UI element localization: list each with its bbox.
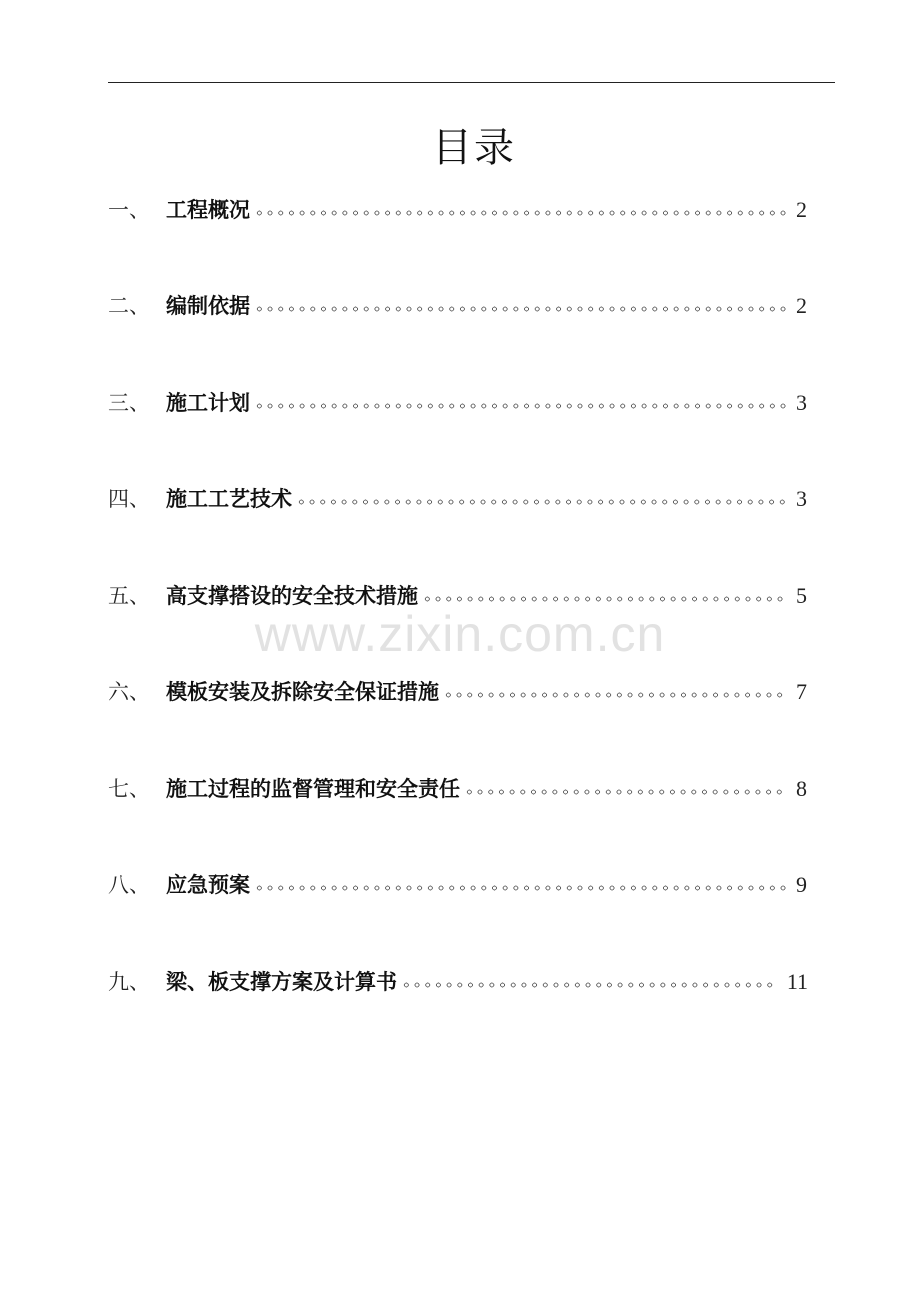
toc-entry-title: 施工计划: [166, 391, 250, 415]
dot-leader: [254, 883, 786, 893]
toc-entry[interactable]: [108, 869, 808, 901]
toc-entry-number: 八、: [108, 873, 150, 897]
toc-entry[interactable]: [108, 483, 808, 515]
toc-entry-title: 应急预案: [166, 873, 250, 897]
dot-leader: [296, 497, 786, 507]
toc-entry[interactable]: [108, 290, 808, 322]
toc-entry-page: 2: [796, 197, 807, 222]
dot-leader: [422, 594, 786, 604]
toc-entry-page: 2: [796, 293, 807, 318]
dot-leader: [401, 980, 777, 990]
toc-entry-page: 5: [796, 583, 807, 608]
toc-title: 目录: [432, 125, 516, 171]
watermark: www.zixin.com.cn: [254, 606, 666, 662]
toc-entry[interactable]: [108, 773, 808, 805]
toc-entry[interactable]: [108, 966, 808, 998]
dot-leader: [443, 690, 786, 700]
toc-entry-number: 六、: [108, 680, 150, 704]
toc-entry-page: 8: [796, 776, 807, 801]
toc-entry-number: 二、: [108, 294, 150, 318]
toc-entry[interactable]: [108, 676, 808, 708]
toc-entry-title: 梁、板支撑方案及计算书: [166, 970, 397, 994]
dot-leader: [254, 304, 786, 314]
toc-entry-page: 11: [786, 969, 808, 994]
dot-leader: [464, 787, 786, 797]
toc-entry-page: 3: [796, 486, 807, 511]
toc-entry-number: 三、: [108, 391, 150, 415]
dot-leader: [254, 208, 786, 218]
toc-entry-number: 一、: [108, 198, 150, 222]
toc-entry-number: 九、: [108, 970, 150, 994]
toc-entry-title: 编制依据: [166, 294, 250, 318]
dot-leader: [254, 401, 786, 411]
toc-entry-number: 七、: [108, 777, 150, 801]
toc-entry[interactable]: [108, 580, 808, 612]
toc-entry-title: 施工工艺技术: [166, 487, 292, 511]
toc-entry-page: 7: [796, 679, 807, 704]
toc-entry-page: 3: [796, 390, 807, 415]
toc-entry-number: 五、: [108, 584, 150, 608]
toc-entry[interactable]: [108, 194, 808, 226]
toc-entry-title: 模板安装及拆除安全保证措施: [166, 680, 439, 704]
toc-entry[interactable]: [108, 387, 808, 419]
toc-entry-title: 施工过程的监督管理和安全责任: [166, 777, 460, 801]
toc-entry-page: 9: [796, 872, 807, 897]
toc-entry-title: 高支撑搭设的安全技术措施: [166, 584, 418, 608]
toc-entry-number: 四、: [108, 487, 150, 511]
toc-entry-title: 工程概况: [166, 198, 250, 222]
